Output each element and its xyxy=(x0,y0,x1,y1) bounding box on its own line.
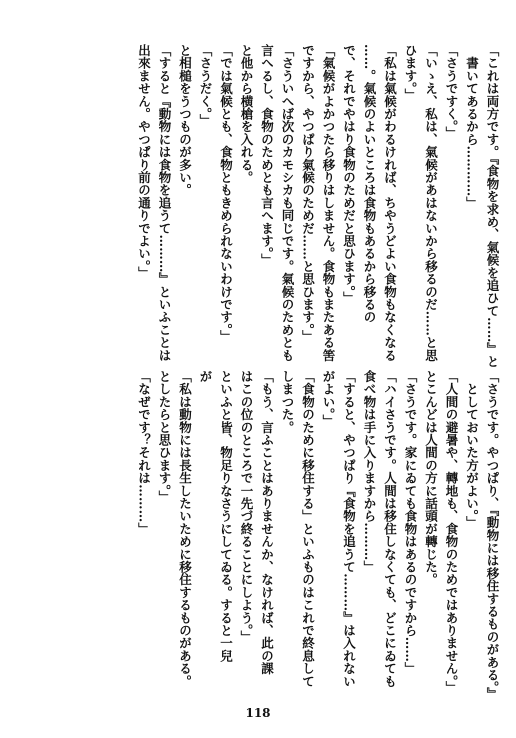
text-line: とこんどは人間の方に話頭が轉じた。 xyxy=(423,370,439,586)
text-line: ……。氣候のよいところは食物もあるから移るの xyxy=(362,44,377,324)
text-line: 「すると『動物には食物を追うて………』といふことは xyxy=(157,44,172,362)
text-line: 「さういへば次のカモシカも同じです。氣候のためとも xyxy=(280,44,295,362)
text-line: 食べ物は手に入りますから………」 xyxy=(362,370,377,574)
page-number: 118 xyxy=(245,706,271,720)
text-line: で、それでやはり食物のためだと思ひます。」 xyxy=(341,44,357,305)
text-line: ひます。」 xyxy=(403,44,418,102)
text-line: としたらと思ひます。」 xyxy=(157,370,172,504)
text-line: 「これは両方です。『食物を求め、氣候を追ひて……』と xyxy=(485,44,500,368)
text-line: 「では氣候とも、食物ともきめられないわけです。」 xyxy=(218,44,234,343)
text-line: 「さうです。やつぱり、『動物には移住するものがある。』 xyxy=(485,370,500,701)
text-line: はこの位のところで一先づ終ることにしよう。」 xyxy=(239,370,254,644)
text-line: 「氣候がよかつたら移りはしません。食物もまたある筈 xyxy=(321,44,336,362)
text-line: 「食物のために移住する」といふものはこれで終息して xyxy=(300,370,316,688)
lower-text-block xyxy=(133,370,502,701)
text-line: としておいた方がよい。」 xyxy=(464,370,480,529)
text-line: 「さうです。家にゐても食物はあるのですから……」 xyxy=(403,370,418,675)
text-line: が xyxy=(198,370,213,383)
text-line: 「私は動物には長生したいために移住するものがある。 xyxy=(177,370,193,688)
text-line: 「さうですく。」 xyxy=(444,44,459,140)
text-line: と他から横槍を入れる。 xyxy=(239,44,254,184)
text-line: といふと皆、物足りなさうにしてゐる。すると一兒 xyxy=(218,370,234,663)
text-line: 「さうだく。」 xyxy=(198,44,213,127)
text-line: と相槌をうつものが多い。 xyxy=(177,44,193,197)
upper-text-block xyxy=(133,44,502,368)
text-line: 「いゝえ、私は、氣候があはないから移るのだ……と思 xyxy=(423,44,439,362)
text-line: 言へるし、食物のためとも言へます。」 xyxy=(259,44,275,267)
text-line: がよい。」 xyxy=(321,370,336,428)
text-line: 「人間の避暑や、轉地も、食物のためではありません。」 xyxy=(444,370,459,694)
text-line: 「ハイさうです。人間は移住しなくても、どこにゐても xyxy=(382,370,398,688)
text-line: しまつた。 xyxy=(280,370,295,434)
text-line: 「なぜです？それは………」 xyxy=(136,370,152,536)
text-line: 「すると、やつぱり『食物を追うて………』は入れない xyxy=(341,370,357,688)
text-line: 出來ません。やつぱり前の通りでよい。」 xyxy=(136,44,152,280)
text-line: 「私は氣候がわるければ、ちやうどよい食物もなくなる xyxy=(382,44,398,362)
text-line: 書いてあるから…………」 xyxy=(464,44,480,210)
text-line: ですから、やつぱり氣候のためだ……と思ひます。」 xyxy=(300,44,316,343)
text-line: 「もう、言ふことはありませんか、なければ、此の課 xyxy=(259,370,275,675)
